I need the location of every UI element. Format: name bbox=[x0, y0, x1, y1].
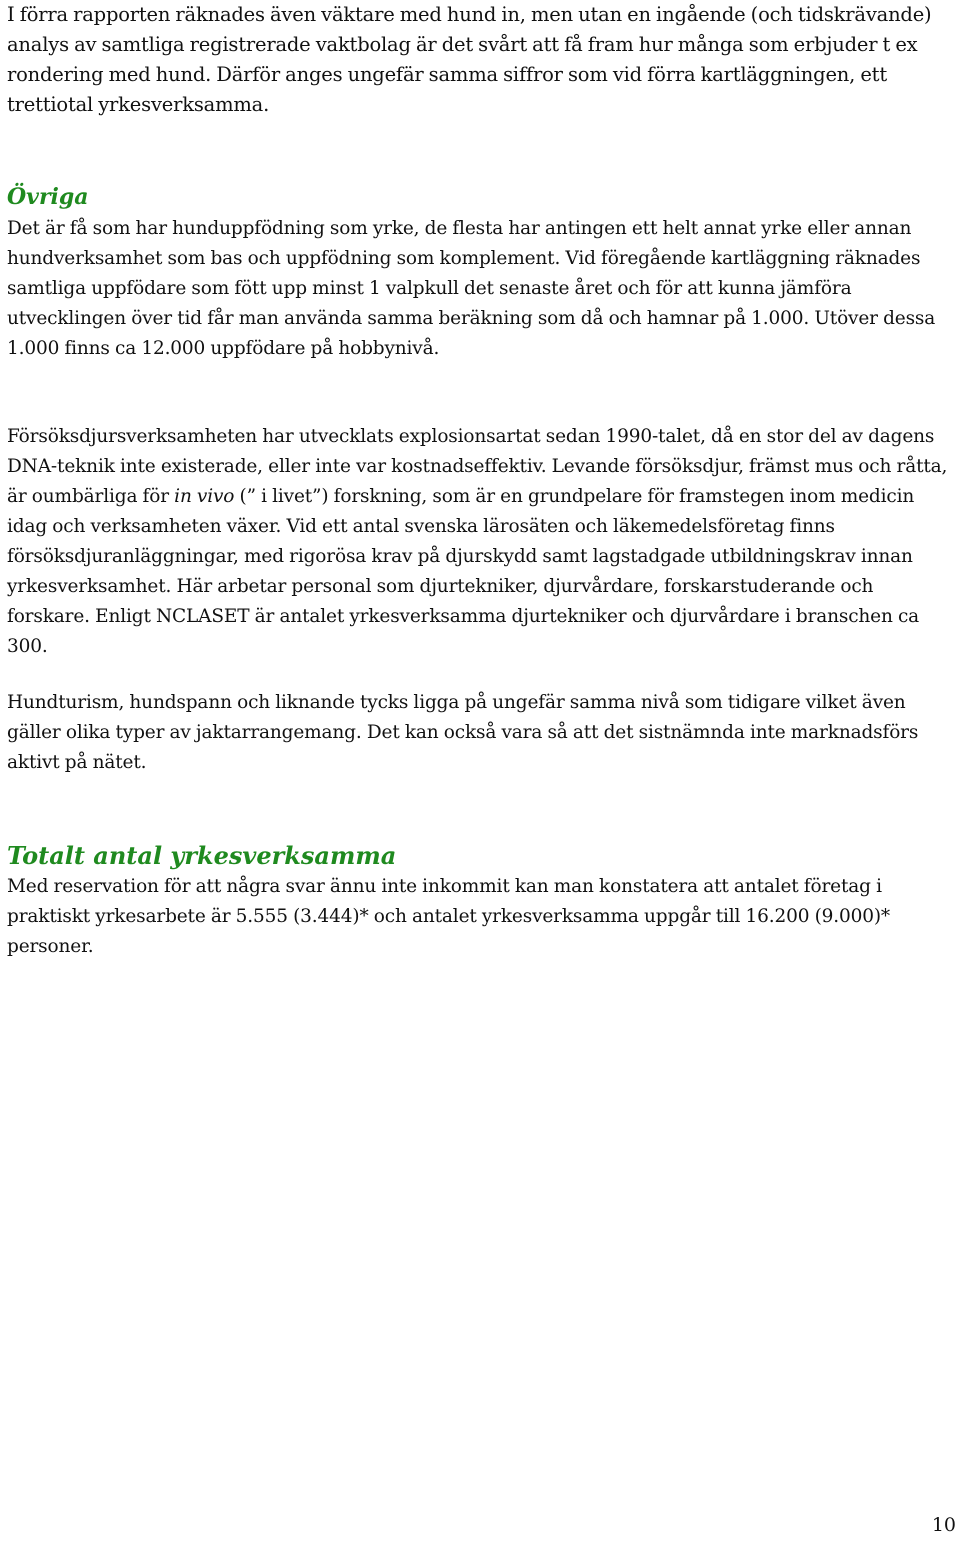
paragraph-forsoksdjur bbox=[7, 422, 957, 662]
heading-ovriga: Övriga bbox=[7, 184, 89, 210]
paragraph-forsoksdjur-part2: (” i livet”) forskning, som är en grundpelare för framstegen inom medicin idag och verksamheten växer. Vid ett antal svenska lärosäten och läkemedelsföretag finns försöksdjuranläggningar, med rigorösa krav på djurskydd samt lagstadgade utbildningskrav innan yrkesverksamhet. Här arbetar personal som djurtekniker, djurvårdare, forskarstuderande och forskare. Enligt NCLASET är antalet yrkesverksamma djurtekniker och djurvårdare i branschen ca 300. bbox=[7, 486, 920, 657]
paragraph-hundturism: Hundturism, hundspann och liknande tycks ligga på ungefär samma nivå som tidigare vilket även gäller olika typer av jaktarrangemang. Det kan också vara så att det sistnämnda inte marknadsförs aktivt på nätet. bbox=[7, 692, 919, 773]
page-number: 10 bbox=[931, 1514, 956, 1536]
paragraph-forsoksdjur-italic: in vivo bbox=[174, 486, 235, 507]
heading-totalt: Totalt antal yrkesverksamma bbox=[7, 841, 397, 870]
paragraph-ovriga: Det är få som har hunduppfödning som yrke, de flesta har antingen ett helt annat yrke eller annan hundverksamhet som bas och uppfödning som komplement. Vid föregående kartläggning räknades samtliga uppfödare som fött upp minst 1 valpkull det senaste året och för att kunna jämföra utvecklingen över tid får man använda samma beräkning som då och hamnar på 1.000. Utöver dessa 1.000 finns ca 12.000 uppfödare på hobbynivå. bbox=[7, 218, 936, 359]
paragraph-forsoksdjur-part1: Försöksdjursverksamheten har utvecklats explosionsartat sedan 1990-talet, då en stor del av dagens DNA-teknik inte existerade, eller inte var kostnadseffektiv. Levande försöksdjur, främst mus och råtta, är oumbärliga för bbox=[7, 426, 948, 507]
paragraph-totalt: Med reservation för att några svar ännu inte inkommit kan man konstatera att antalet företag i praktiskt yrkesarbete är 5.555 (3.444)* och antalet yrkesverksamma uppgår till 16.200 (9.000)* personer. bbox=[7, 876, 891, 957]
paragraph-intro: I förra rapporten räknades även väktare med hund in, men utan en ingående (och tidskrävande) analys av samtliga registrerade vaktbolag är det svårt att få fram hur många som erbjuder t ex rondering med hund. Därför anges ungefär samma siffror som vid förra kartläggningen, ett trettiotal yrkesverksamma. bbox=[7, 3, 932, 116]
